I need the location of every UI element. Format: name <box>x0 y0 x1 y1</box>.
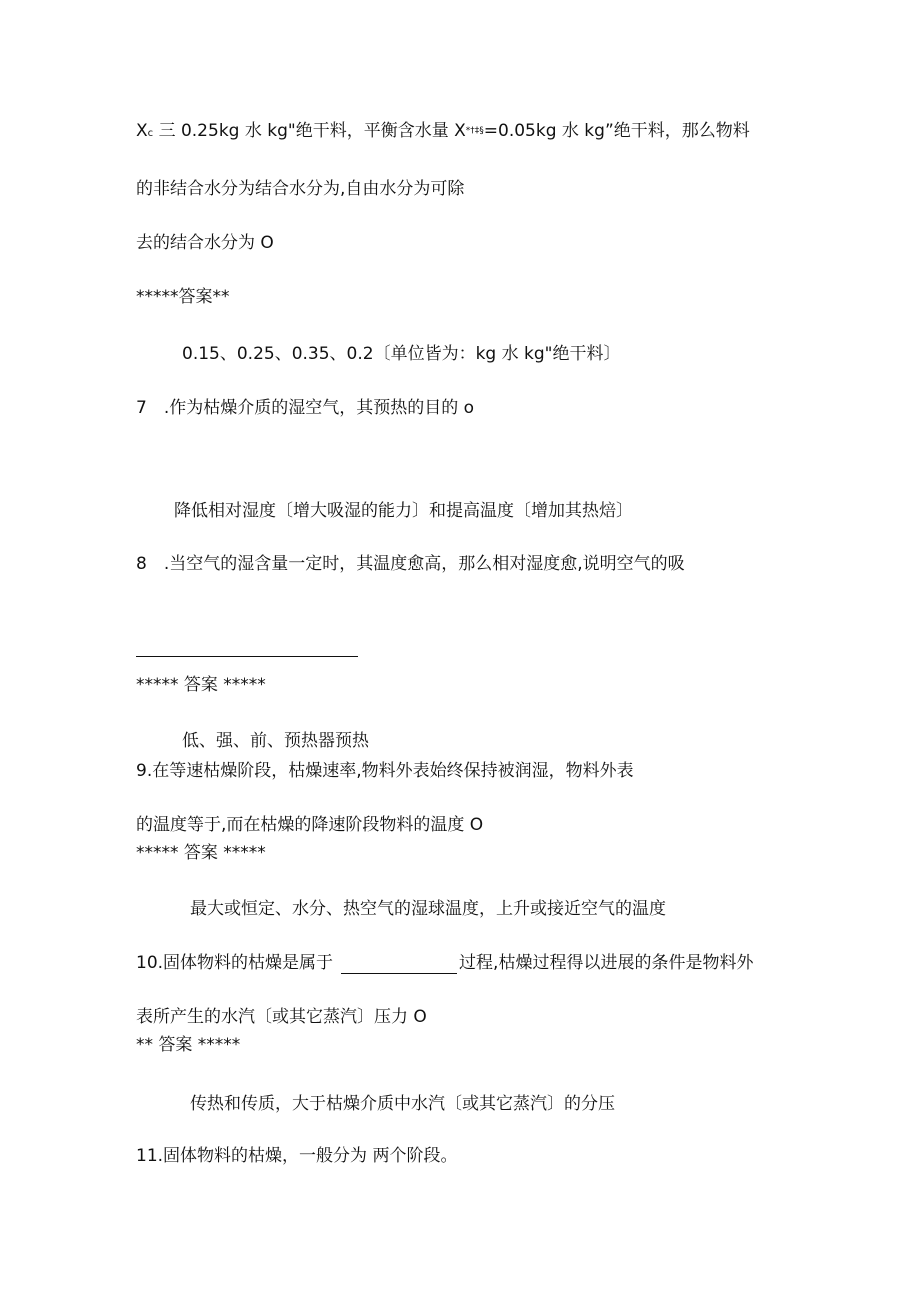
question-10-cont: 表所产生的水汽〔或其它蒸汽〕压力 O <box>136 1007 427 1027</box>
question-10-text-b: 过程,枯燥过程得以进展的条件是物料外 <box>459 953 754 973</box>
line-1 <box>136 120 750 145</box>
var-x-superscript: *†‡§ <box>465 126 484 136</box>
question-10-text-a: 10.固体物料的枯燥是属于 <box>136 953 334 973</box>
line-2: 的非结合水分为结合水分为,自由水分为可除 <box>136 179 465 199</box>
answer-header-8: ***** 答案 ***** <box>136 675 266 695</box>
answer-header-1: *****答案** <box>136 287 230 307</box>
answer-8: 低、强、前、预热器预热 <box>182 731 369 751</box>
question-7: 7 .作为枯燥介质的湿空气，其预热的目的 o <box>136 398 475 418</box>
fill-blank <box>341 955 457 974</box>
var-x-subscript: c <box>147 128 154 139</box>
answer-10: 传热和传质，大于枯燥介质中水汽〔或其它蒸汽〕的分压 <box>190 1094 615 1114</box>
line-1-text-a: 三 0.25kg 水 kg"绝干料，平衡含水量 X <box>158 121 466 141</box>
var-x: X <box>136 121 148 141</box>
question-10 <box>136 952 753 974</box>
answer-1: 0.15、0.25、0.35、0.2〔单位皆为：kg 水 kg"绝干料〕 <box>182 344 621 364</box>
answer-header-10: ** 答案 ***** <box>136 1035 241 1055</box>
question-9-cont: 的温度等于,而在枯燥的降速阶段物料的温度 O <box>136 815 484 835</box>
answer-7: 降低相对湿度〔增大吸湿的能力〕和提高温度〔增加其热焙〕 <box>174 501 633 521</box>
line-1-text-b: =0.05kg 水 kg”绝干料，那么物料 <box>483 121 750 141</box>
line-3: 去的结合水分为 O <box>136 233 274 253</box>
question-11: 11.固体物料的枯燥，一般分为 两个阶段。 <box>136 1146 458 1166</box>
question-9: 9.在等速枯燥阶段，枯燥速率,物料外表始终保持被润湿，物料外表 <box>136 761 634 781</box>
answer-blank-line <box>136 656 358 657</box>
answer-header-9: ***** 答案 ***** <box>136 843 266 863</box>
question-8: 8 .当空气的湿含量一定时，其温度愈高，那么相对湿度愈,说明空气的吸 <box>136 554 685 574</box>
answer-9: 最大或恒定、水分、热空气的湿球温度，上升或接近空气的温度 <box>190 899 666 919</box>
